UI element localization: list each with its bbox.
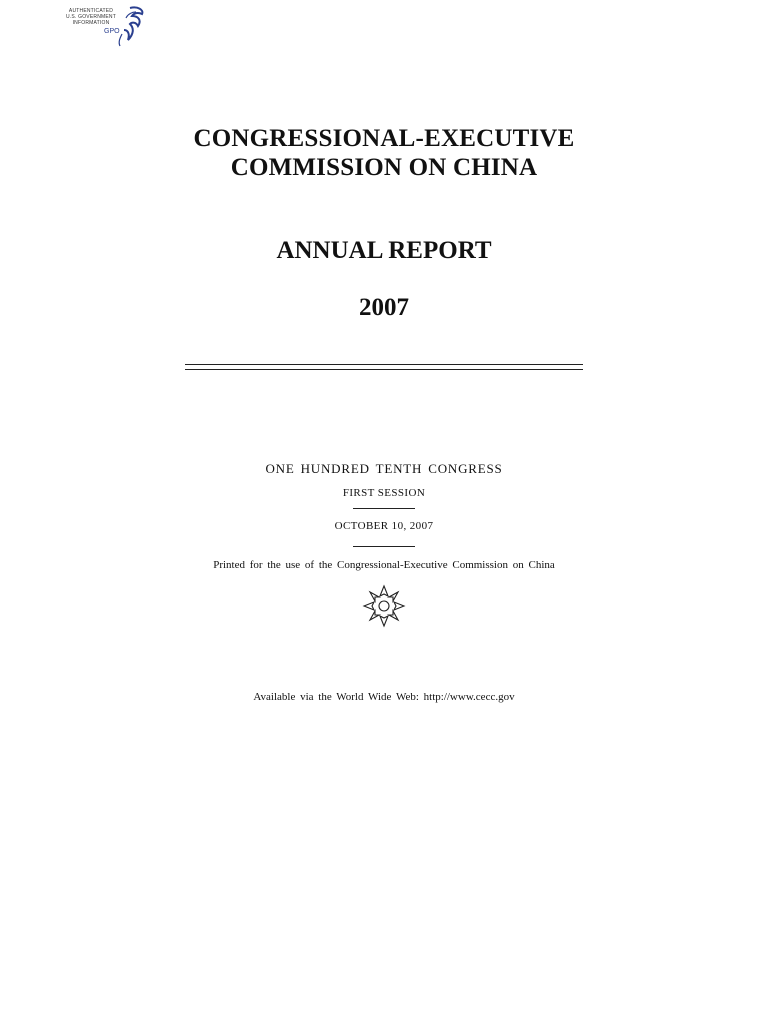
date-line: OCTOBER 10, 2007 [334,520,434,532]
seal-gpo-label: GPO [104,28,120,35]
short-rule-divider [353,546,415,547]
report-year: 2007 [359,294,409,321]
gpo-star-ornament-icon [362,584,406,628]
seal-line-1: AUTHENTICATED [68,8,114,14]
congress-line: ONE HUNDRED TENTH CONGRESS [265,461,503,476]
commission-title-line-1: CONGRESSIONAL-EXECUTIVE [193,125,575,152]
commission-title [0,124,768,182]
session-line: FIRST SESSION [342,487,426,499]
gpo-authentication-seal [60,4,148,48]
report-title: ANNUAL REPORT [276,237,492,264]
double-rule-divider [185,364,583,370]
eagle-icon [108,4,148,48]
seal-line-3: INFORMATION [72,20,110,26]
web-availability-line: Available via the World Wide Web: http://www.cecc.gov [253,691,515,703]
seal-line-2: U.S. GOVERNMENT [66,14,116,20]
printed-for-line: Printed for the use of the Congressional-Executive Commission on China [213,559,555,571]
short-rule-divider [353,508,415,509]
commission-title-line-2: COMMISSION ON CHINA [230,154,538,181]
